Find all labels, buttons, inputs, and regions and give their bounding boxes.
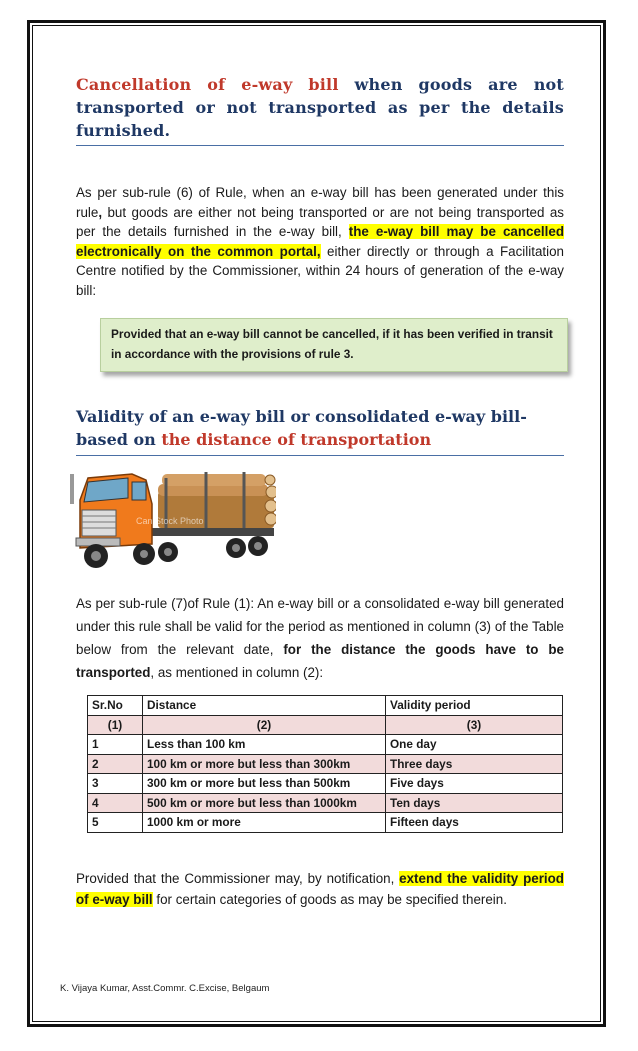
table-cell: 1000 km or more	[143, 813, 386, 833]
table-cell: Ten days	[386, 793, 563, 813]
extension-paragraph	[76, 868, 564, 910]
table-cell: (3)	[386, 715, 563, 735]
highlighted-text: the e-way bill may be cancelled electronically on the common portal,	[76, 224, 564, 259]
truck-cab-icon	[70, 474, 152, 548]
table-header-cell: Sr.No	[88, 696, 143, 716]
watermark-text: Can Stock Photo	[136, 516, 204, 526]
proviso-box: Provided that an e-way bill cannot be cancelled, if it has been verified in transit in accordance with the provisions of rule 3.	[100, 318, 568, 372]
heading-underline-2	[76, 455, 564, 456]
table-row	[88, 813, 563, 833]
validity-heading	[76, 405, 564, 451]
table-cell: 500 km or more but less than 1000km	[143, 793, 386, 813]
table-cell: 2	[88, 754, 143, 774]
validity-table	[87, 695, 563, 833]
table-cell: 300 km or more but less than 500km	[143, 774, 386, 794]
para-text: As per sub-rule (6) of Rule, when an e-way bill has been generated under this rule	[76, 185, 564, 220]
para-text: , as mentioned in column (2):	[150, 665, 324, 680]
table-cell: Less than 100 km	[143, 735, 386, 755]
para-text: but goods are either not being transported or are not being transported as per the details furnished in the e-way bill,	[76, 204, 564, 239]
table-cell: Five days	[386, 774, 563, 794]
table-header-cell: Distance	[143, 696, 386, 716]
page-footer: K. Vijaya Kumar, Asst.Commr. C.Excise, Belgaum	[60, 983, 270, 994]
para-text: As per sub-rule (7)of Rule (1): An e-way bill or a consolidated e-way bill generated under this rule shall be valid for the period as mentioned in column (3) of the Table below from the relevant date,	[76, 596, 564, 657]
validity-heading-blue: Validity of an e-way bill or consolidated e-way bill-based on	[76, 407, 527, 449]
table-cell: Fifteen days	[386, 813, 563, 833]
para-text: Provided that the Commissioner may, by notification,	[76, 871, 400, 886]
logging-truck-image	[66, 464, 276, 572]
table-cell: 1	[88, 735, 143, 755]
cancellation-heading-red: Cancellation of e-way bill	[76, 75, 339, 94]
para-text: for certain categories of goods as may be specified therein.	[152, 892, 507, 907]
cancellation-heading-blue: when goods are not transported or not transported as per the details furnished.	[76, 75, 564, 140]
table-cell: 4	[88, 793, 143, 813]
para-text: either directly or through a Facilitation Centre notified by the Commissioner, within 24 hours of generation of the e-way bill:	[76, 243, 564, 298]
table-row	[88, 774, 563, 794]
table-row	[88, 793, 563, 813]
table-cell: One day	[386, 735, 563, 755]
table-row	[88, 754, 563, 774]
table-cell: (1)	[88, 715, 143, 735]
validity-paragraph	[76, 592, 564, 684]
para-bold: for the distance the goods have to be transported	[76, 642, 564, 680]
cancellation-paragraph	[76, 183, 564, 300]
highlighted-text: extend the validity period of e-way bill	[76, 871, 564, 907]
table-cell: 3	[88, 774, 143, 794]
heading-underline-1	[76, 145, 564, 146]
table-cell: Three days	[386, 754, 563, 774]
table-cell: 5	[88, 813, 143, 833]
table-cell: 100 km or more but less than 300km	[143, 754, 386, 774]
cancellation-heading	[76, 73, 564, 142]
table-column-number-row	[88, 715, 563, 735]
table-row	[88, 735, 563, 755]
table-cell: (2)	[143, 715, 386, 735]
para-bold: ,	[98, 204, 103, 220]
table-header-row	[88, 696, 563, 716]
validity-heading-red: the distance of transportation	[161, 430, 432, 449]
table-header-cell: Validity period	[386, 696, 563, 716]
